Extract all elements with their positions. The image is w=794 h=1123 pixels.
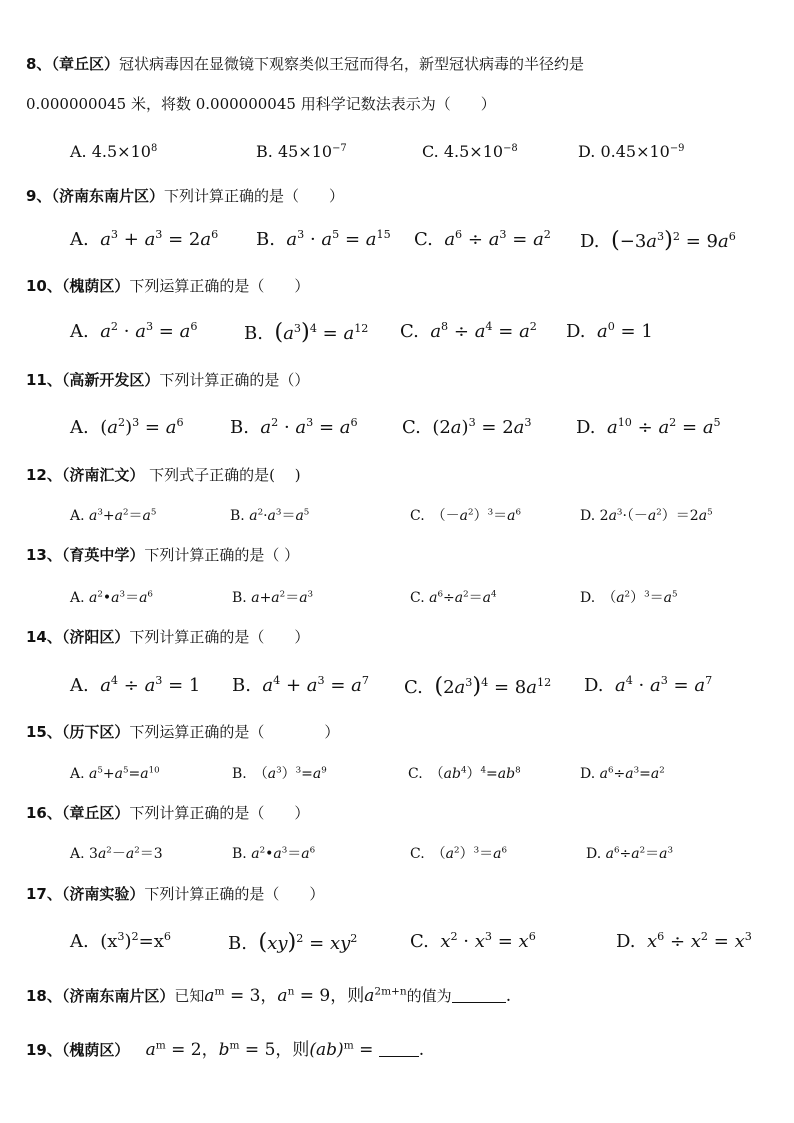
option-b: B. $a^2 \cdot a^3 = a^6$ xyxy=(230,416,358,438)
option-c: C. $a^6 \div a^3 = a^2$ xyxy=(414,228,551,250)
question-12-stem: 12、（济南汇文） 下列式子正确的是( ) xyxy=(26,466,301,484)
question-number: 12、 xyxy=(26,466,62,484)
option-c: C. $a^6\div a^2=a^4$ xyxy=(410,589,497,606)
option-a: A. $a^4 \div a^3 = 1$ xyxy=(70,674,201,696)
question-15-options xyxy=(0,760,794,788)
question-number: 9、 xyxy=(26,187,52,205)
option-c: C. $x^2 \cdot x^3 = x^6$ xyxy=(410,930,536,952)
question-16-options xyxy=(0,840,794,868)
option-d: D. $0.45\times 10^{-9}$ xyxy=(578,142,685,161)
question-12-options xyxy=(0,502,794,530)
question-source: （章丘区） xyxy=(61,804,130,822)
question-source: （育英中学） xyxy=(61,546,145,564)
question-number: 18、 xyxy=(26,987,62,1005)
answer-blank[interactable] xyxy=(379,1042,419,1057)
option-b: B. $a^4 + a^3 = a^7$ xyxy=(232,674,369,696)
question-14-options xyxy=(0,672,794,700)
option-d: D. $x^6 \div x^2 = x^3$ xyxy=(616,930,752,952)
option-b: B. $(xy)^2 = xy^2$ xyxy=(228,929,358,955)
option-c: C. $(-a^2)^3=a^6$ xyxy=(410,507,521,524)
option-a: A. $a^3+a^2=a^5$ xyxy=(70,507,157,524)
question-number: 17、 xyxy=(26,885,62,903)
question-9-options xyxy=(0,226,794,254)
question-number: 8、 xyxy=(26,55,52,73)
question-13-options xyxy=(0,584,794,612)
question-source: （高新开发区） xyxy=(61,371,160,389)
question-source: （济南汇文） xyxy=(61,466,145,484)
option-b: B. $a+a^2=a^3$ xyxy=(232,589,314,606)
question-number: 13、 xyxy=(26,546,62,564)
option-b: B. $a^2\cdot a^3=a^5$ xyxy=(230,507,310,524)
question-16-stem: 16、（章丘区）下列计算正确的是（ ） xyxy=(26,804,310,822)
question-source: （槐荫区） xyxy=(61,277,130,295)
option-a: A. $a^2 \cdot a^3 = a^6$ xyxy=(70,320,198,342)
question-18: 18、（济南东南片区）已知$a^m = 3$，$a^n = 9$，则$a^{2m+n}$的值为 . xyxy=(26,985,512,1006)
option-a: A. $4.5\times 10^8$ xyxy=(70,142,158,161)
question-8-stem: 8、（章丘区）冠状病毒因在显微镜下观察类似王冠而得名，新型冠状病毒的半径约是 xyxy=(26,55,584,73)
answer-blank[interactable] xyxy=(452,988,506,1003)
option-b: B. $a^2•a^3=a^6$ xyxy=(232,845,316,862)
question-19: 19、（槐荫区） $a^m = 2$，$b^m = 5$，则(ab)$^m$ = . xyxy=(26,1039,425,1060)
option-d: D. $a^6\div a^3=a^2$ xyxy=(580,765,665,782)
option-b: B. $(a^3)^4 = a^{12}$ xyxy=(244,319,369,345)
option-d: D. $a^4 \cdot a^3 = a^7$ xyxy=(584,674,713,696)
question-11-stem: 11、（高新开发区）下列计算正确的是（） xyxy=(26,371,310,389)
question-number: 14、 xyxy=(26,628,62,646)
option-a: A. $(x^3)^2=x^6$ xyxy=(70,930,171,952)
question-source: （济南东南片区） xyxy=(61,987,175,1005)
option-b: B. $(a^3)^3=a^9$ xyxy=(232,765,327,782)
question-10-options xyxy=(0,318,794,346)
question-8-stem-continued: 0.000000045 米，将数 0.000000045 用科学记数法表示为（ ） xyxy=(26,95,496,113)
question-14-stem: 14、（济阳区）下列计算正确的是（ ） xyxy=(26,628,310,646)
question-number: 19、 xyxy=(26,1041,62,1059)
option-c: C. $(ab^4)^4=ab^8$ xyxy=(408,765,521,782)
option-d: D. $a^0 = 1$ xyxy=(566,320,653,342)
question-source: （槐荫区） xyxy=(61,1041,130,1059)
question-number: 16、 xyxy=(26,804,62,822)
question-source: （济阳区） xyxy=(61,628,130,646)
question-source: （济南实验） xyxy=(61,885,145,903)
option-a: A. $3a^2-a^2=3$ xyxy=(70,845,163,862)
question-15-stem: 15、（历下区）下列运算正确的是（ ） xyxy=(26,723,340,741)
question-source: （章丘区） xyxy=(51,55,119,73)
option-d: D. $2a^3\cdot(-a^2)=2a^5$ xyxy=(580,507,713,524)
question-9-stem: 9、（济南东南片区）下列计算正确的是（ ） xyxy=(26,187,344,205)
question-10-stem: 10、（槐荫区）下列运算正确的是（ ） xyxy=(26,277,310,295)
question-number: 15、 xyxy=(26,723,62,741)
option-d: D. $a^6\div a^2=a^3$ xyxy=(586,845,674,862)
option-a: A. $(a^2)^3 = a^6$ xyxy=(70,416,184,438)
option-c: C. $(2a)^3 = 2a^3$ xyxy=(402,416,532,438)
option-d: D. $a^{10} \div a^2 = a^5$ xyxy=(576,416,721,438)
option-d: D. $(-3a^3)^2 = 9a^6$ xyxy=(580,227,736,253)
question-number: 10、 xyxy=(26,277,62,295)
question-number: 11、 xyxy=(26,371,62,389)
question-17-options xyxy=(0,928,794,956)
question-11-options xyxy=(0,414,794,442)
option-a: A. $a^2•a^3=a^6$ xyxy=(70,589,153,606)
option-d: D. $(a^2)^3=a^5$ xyxy=(580,589,678,606)
question-13-stem: 13、（育英中学）下列计算正确的是（ ） xyxy=(26,546,300,564)
option-c: C. $4.5\times 10^{-8}$ xyxy=(422,142,518,161)
question-source: （济南东南片区） xyxy=(51,187,164,205)
question-8-options xyxy=(0,138,794,166)
option-c: C. $a^8 \div a^4 = a^2$ xyxy=(400,320,537,342)
question-17-stem: 17、（济南实验）下列计算正确的是（ ） xyxy=(26,885,325,903)
option-a: A. $a^5+a^5=a^{10}$ xyxy=(70,765,160,782)
option-a: A. $a^3 + a^3 = 2a^6$ xyxy=(70,228,219,250)
option-b: B. $45\times 10^{-7}$ xyxy=(256,142,347,161)
option-c: C. $(a^2)^3=a^6$ xyxy=(410,845,507,862)
option-c: C. $(2a^3)^4 = 8a^{12}$ xyxy=(404,673,552,699)
option-b: B. $a^3 \cdot a^5 = a^{15}$ xyxy=(256,228,391,250)
question-source: （历下区） xyxy=(61,723,130,741)
